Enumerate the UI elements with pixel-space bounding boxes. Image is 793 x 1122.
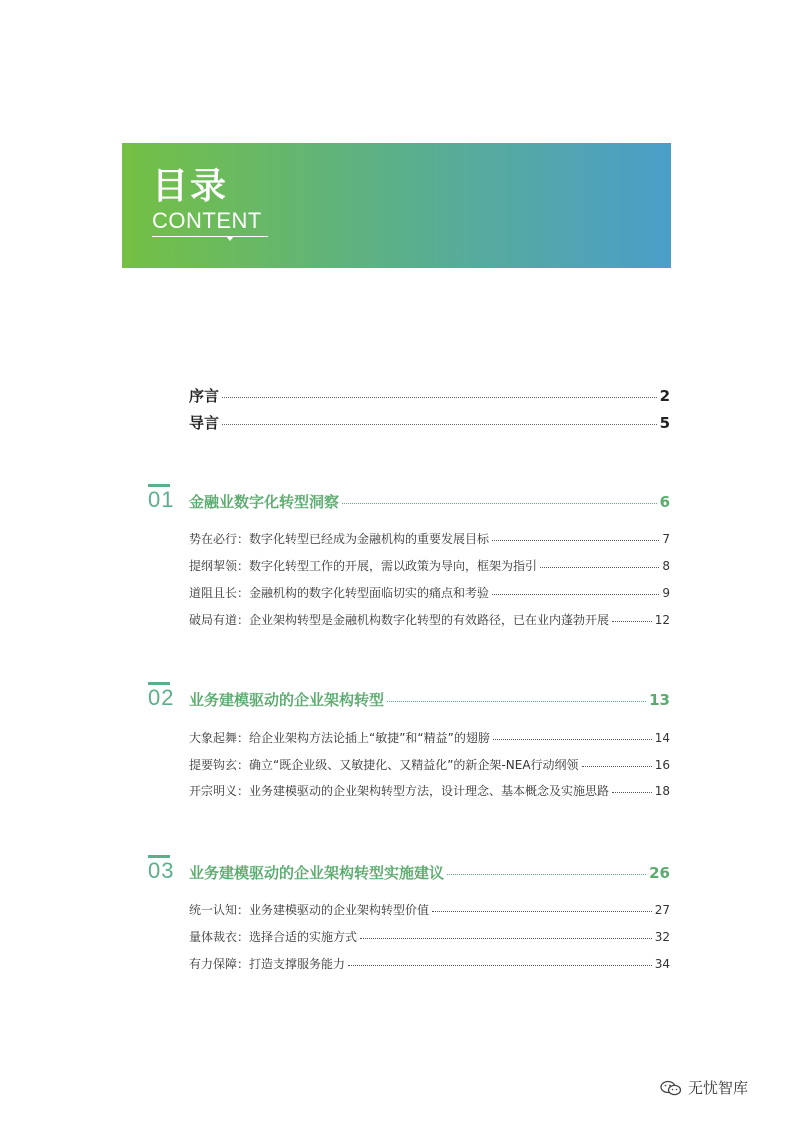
toc-item-page: 18 xyxy=(654,784,670,798)
dot-leader xyxy=(612,621,652,622)
toc-entry-preface[interactable] xyxy=(189,385,670,406)
toc-item-page: 14 xyxy=(654,731,670,745)
toc-item-label: 道阻且长：金融机构的数字化转型面临切实的痛点和考验 xyxy=(189,586,490,600)
toc-item-page: 32 xyxy=(654,930,670,944)
toc-item-page: 16 xyxy=(654,758,670,772)
toc-item-page: 7 xyxy=(662,532,670,546)
toc-entry-page: 5 xyxy=(659,414,670,432)
toc-item-label: 统一认知：业务建模驱动的企业架构转型价值 xyxy=(189,903,430,917)
dot-leader xyxy=(222,424,657,425)
toc-item[interactable] xyxy=(189,955,670,972)
dot-leader xyxy=(540,567,659,568)
toc-item-page: 8 xyxy=(662,559,670,573)
toc-item-label: 量体裁衣：选择合适的实施方式 xyxy=(189,930,358,944)
toc-entry-label: 序言 xyxy=(189,387,220,405)
dot-leader xyxy=(493,739,652,740)
toc-item-label: 提要钩玄：确立“既企业级、又敏捷化、又精益化”的新企架-NEA行动纲领 xyxy=(189,758,579,772)
dot-leader xyxy=(492,594,659,595)
dot-leader xyxy=(432,911,652,912)
toc-item[interactable] xyxy=(189,611,670,628)
section-number: 01 xyxy=(148,487,175,512)
toc-item-label: 开宗明义：业务建模驱动的企业架构转型方法，设计理念、基本概念及实施思路 xyxy=(189,784,610,798)
toc-item-label: 破局有道：企业架构转型是金融机构数字化转型的有效路径，已在业内蓬勃开展 xyxy=(189,613,610,627)
dot-leader xyxy=(492,540,659,541)
dot-leader xyxy=(348,965,652,966)
toc-item[interactable] xyxy=(189,729,670,746)
subtitle-underline xyxy=(152,236,268,237)
toc-item[interactable] xyxy=(189,782,670,799)
toc-item[interactable] xyxy=(189,756,670,773)
section-title: 业务建模驱动的企业架构转型实施建议 xyxy=(189,864,445,882)
dot-leader xyxy=(447,874,646,875)
toc-item-page: 27 xyxy=(654,903,670,917)
section-number: 03 xyxy=(148,858,175,883)
dot-leader xyxy=(222,397,657,398)
underline-pointer xyxy=(226,236,234,241)
dot-leader xyxy=(360,938,652,939)
section-page: 26 xyxy=(649,864,670,882)
page-subtitle: CONTENT xyxy=(152,208,262,233)
section-title: 金融业数字化转型洞察 xyxy=(189,493,340,511)
toc-entry-introduction[interactable] xyxy=(189,412,670,433)
toc-section-02[interactable] xyxy=(189,689,670,710)
section-number: 02 xyxy=(148,685,175,710)
toc-item-page: 34 xyxy=(654,957,670,971)
page-title: 目录 xyxy=(152,166,229,207)
toc-item-page: 12 xyxy=(654,613,670,627)
watermark-text: 无忧智库 xyxy=(688,1079,749,1097)
toc-item[interactable] xyxy=(189,901,670,918)
toc-item[interactable] xyxy=(189,557,670,574)
toc-entry-label: 导言 xyxy=(189,414,220,432)
dot-leader xyxy=(612,792,652,793)
wechat-icon xyxy=(660,1080,682,1096)
toc-item-page: 9 xyxy=(662,586,670,600)
section-page: 13 xyxy=(649,691,670,709)
header-banner xyxy=(122,143,671,268)
dot-leader xyxy=(342,503,657,504)
toc-item[interactable] xyxy=(189,584,670,601)
toc-item-label: 大象起舞：给企业架构方法论插上“敏捷”和“精益”的翅膀 xyxy=(189,731,490,745)
toc-item-label: 势在必行：数字化转型已经成为金融机构的重要发展目标 xyxy=(189,532,490,546)
dot-leader xyxy=(387,701,646,702)
dot-leader xyxy=(582,766,652,767)
toc-item[interactable] xyxy=(189,928,670,945)
toc-section-03[interactable] xyxy=(189,862,670,883)
toc-section-01[interactable] xyxy=(189,491,670,512)
toc-item[interactable] xyxy=(189,530,670,547)
section-title: 业务建模驱动的企业架构转型 xyxy=(189,691,385,709)
toc-item-label: 有力保障：打造支撑服务能力 xyxy=(189,957,346,971)
watermark xyxy=(660,1077,748,1098)
toc-entry-page: 2 xyxy=(659,387,670,405)
section-page: 6 xyxy=(659,493,670,511)
toc-item-label: 提纲挈领：数字化转型工作的开展，需以政策为导向，框架为指引 xyxy=(189,559,538,573)
